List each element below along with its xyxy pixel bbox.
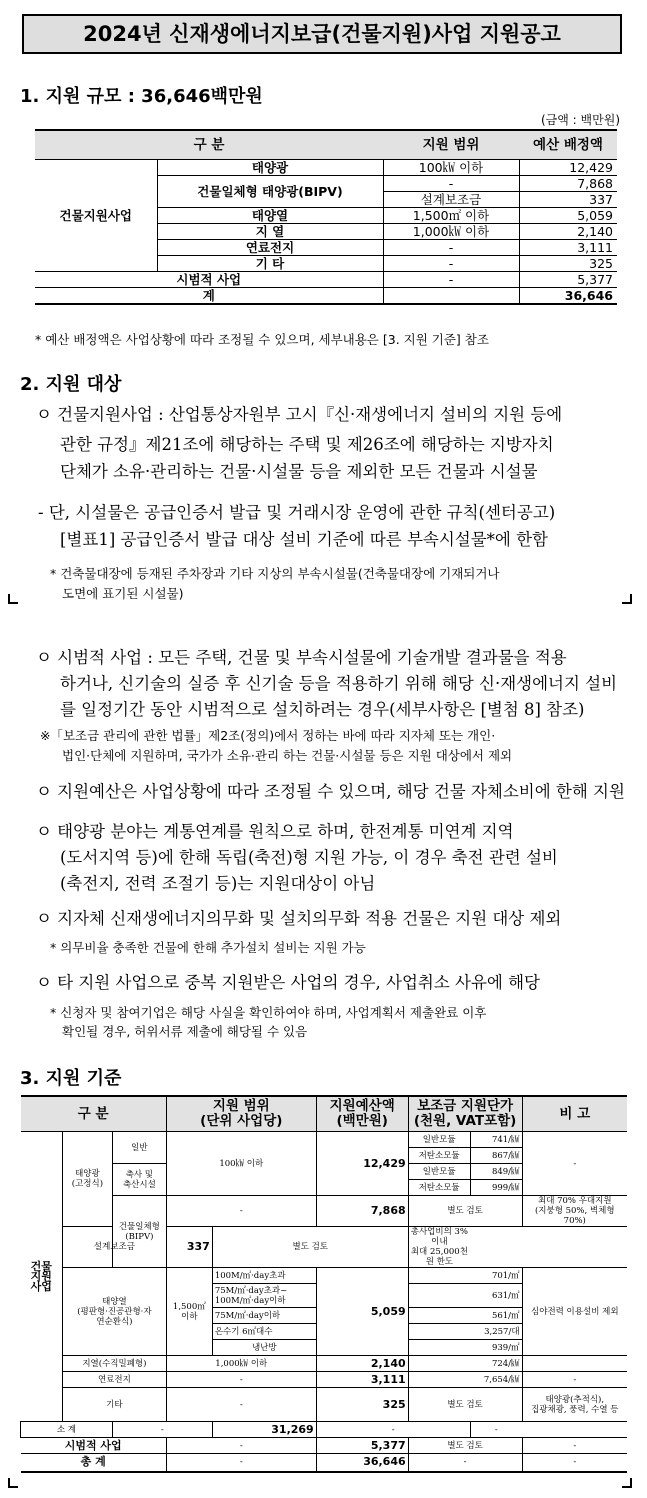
criteria-table [20,1095,627,1473]
range-design: 설계보조금 [383,192,519,208]
crit-bipv-range: - [166,1196,316,1227]
budget-footnote: * 예산 배정액은 사업상황에 따라 조정될 수 있으며, 세부내용은 [3. 지원 기준] 참조 [35,332,489,347]
budget-thermal: 5,059 [519,208,617,224]
corner-mark [8,594,18,604]
crit-design-budget: 337 [166,1227,212,1268]
crit-header-budget: 지원예산액 (백만원) [316,1096,408,1132]
budget-table [35,129,617,305]
crit-pilot-range: - [166,1438,316,1454]
document-title: 2024년 신재생에너지보급(건물지원)사업 지원공고 [22,14,622,54]
crit-design-range: 설계보조금 [62,1227,166,1268]
crit-fuel-price: 7,654/㎾ [408,1372,522,1388]
crit-thermal-sub: 75M/㎡·day이하 [212,1308,316,1324]
para-duplicate: ㅇ 타 지원 사업으로 중복 지원받은 사업의 경우, 사업취소 사유에 해당 [36,973,540,992]
crit-thermal-price: 3,257/대 [408,1324,522,1340]
para-solar-grid-3: (축전지, 전력 조절기 등)는 지원대상이 아님 [60,874,376,893]
crit-pilot-note: - [522,1438,627,1454]
crit-total-label: 총 계 [21,1454,167,1472]
crit-subtotal-range: - [112,1422,212,1438]
item-etc: 기 타 [157,256,383,272]
corner-mark [622,1478,632,1488]
para-pilot-3: 를 일정기간 동안 시범적으로 설치하려는 경우(세부사항은 [별첨 8] 참조) [60,700,585,719]
budget-bipv: 7,868 [519,176,617,192]
para-building-2: 관한 규정』제21조에 해당하는 주택 및 제26조에 해당하는 지방자치 [60,435,554,454]
crit-solar-range: 100㎾ 이하 [166,1132,316,1196]
group-building: 건물지원사업 [35,160,157,272]
col-header-range: 지원 범위 [383,130,519,160]
crit-subtotal-price: - [316,1422,470,1438]
corner-mark [8,1478,18,1488]
crit-bipv-label: 건물일체형 (BIPV) [112,1196,166,1268]
crit-etc-note: 태양광(추적식), 집광채광, 풍력, 수열 등 [522,1388,627,1422]
unit-note: (금액 : 백만원) [541,113,620,127]
crit-thermal-label: 태양열 (평판형·진공관형·자 연순환식) [62,1268,166,1356]
note-parking-2: 도면에 표기된 시설물) [62,586,184,601]
crit-subtotal-note: - [470,1422,522,1438]
item-fuel: 연료전지 [157,240,383,256]
item-pilot: 시범적 사업 [35,272,383,288]
range-pilot: - [383,272,519,288]
crit-solar-price-val: 999/㎾ [470,1180,522,1196]
crit-design-note: 총사업비의 3% 이내 최대 25,000천원 한도 [408,1227,470,1268]
item-total: 계 [35,288,383,305]
para-budget-adjust: ㅇ 지원예산은 사업상황에 따라 조정될 수 있으며, 해당 건물 자체소비에 한해 지원 [36,782,625,801]
crit-pilot-label: 시범적 사업 [21,1438,167,1454]
crit-subtotal-budget: 31,269 [212,1422,316,1438]
budget-solar: 12,429 [519,160,617,176]
budget-fuel: 3,111 [519,240,617,256]
crit-thermal-price: 939/㎡ [408,1340,522,1356]
note-duplicate-2: 확인될 경우, 허위서류 제출에 해당될 수 있음 [62,1024,308,1039]
note-subsidy-law-1: ※「보조금 관리에 관한 법률」제2조(정의)에서 정하는 바에 따라 지자체 또는 개인· [40,728,496,743]
para-solar-grid-1: ㅇ 태양광 분야는 계통연계를 원칙으로 하며, 한전계통 미연계 지역 [36,822,514,841]
crit-thermal-budget: 5,059 [316,1268,408,1356]
para-solar-grid-2: (도서지역 등)에 한해 독립(축전)형 지원 가능, 이 경우 축전 관련 설비 [60,848,558,867]
para-building-3: 단체가 소유·관리하는 건물·시설물 등을 제외한 모든 건물과 시설물 [60,462,538,481]
crit-geo-range: 1,000㎾ 이하 [166,1356,316,1372]
crit-geo-label: 지열(수직밀폐형) [62,1356,166,1372]
crit-header-range: 지원 범위 (단위 사업당) [166,1096,316,1132]
crit-fuel-label: 연료전지 [62,1372,166,1388]
crit-solar-price-val: 849/㎾ [470,1164,522,1180]
note-subsidy-law-2: 법인·단체에 지원하며, 국가가 소유·관리 하는 건물·시설물 등은 지원 대상에서 제외 [62,748,513,763]
range-thermal: 1,500㎡ 이하 [383,208,519,224]
crit-header-note: 비 고 [522,1096,627,1132]
item-bipv: 건물일체형 태양광(BIPV) [157,176,383,208]
col-header-category: 구 분 [35,130,383,160]
crit-solar-price-key: 일반모듈 [408,1164,470,1180]
budget-geo: 2,140 [519,224,617,240]
range-bipv: - [383,176,519,192]
crit-fuel-range: - [166,1372,316,1388]
crit-design-price: 별도 검토 [212,1227,408,1268]
crit-header-category: 구 분 [21,1096,167,1132]
crit-solar-price-key: 저탄소모듈 [408,1148,470,1164]
crit-etc-budget: 325 [316,1388,408,1422]
crit-solar-label: 태양광 (고정식) [62,1132,112,1227]
crit-total-range: - [166,1454,316,1472]
crit-thermal-price: 561/㎡ [408,1308,522,1324]
crit-solar-budget: 12,429 [316,1132,408,1196]
item-geo: 지 열 [157,224,383,240]
section1-heading: 1. 지원 규모 : 36,646백만원 [20,86,263,107]
range-etc: - [383,256,519,272]
crit-group-building: 건물 지원 사업 [21,1132,63,1422]
budget-pilot: 5,377 [519,272,617,288]
crit-pilot-budget: 5,377 [316,1438,408,1454]
crit-etc-label: 기타 [62,1388,166,1422]
crit-thermal-range: 1,500㎡ 이하 [166,1268,212,1356]
crit-solar-price-key: 저탄소모듈 [408,1180,470,1196]
crit-thermal-price: 631/㎡ [408,1284,522,1308]
para-building-1: ㅇ 건물지원사업 : 산업통상자원부 고시『신·재생에너지 설비의 지원 등에 [36,405,563,424]
crit-thermal-note: 심야전력 이용설비 제외 [522,1268,627,1356]
note-parking-1: * 건축물대장에 등재된 주차장과 기타 지상의 부속시설물(건축물대장에 기재되거나 [50,566,500,581]
crit-solar-price-val: 867/㎾ [470,1148,522,1164]
item-thermal: 태양열 [157,208,383,224]
para-exception-2: [별표1] 공급인증서 발급 대상 설비 기준에 따른 부속시설물*에 한함 [60,530,548,549]
crit-pilot-price: 별도 검토 [408,1438,522,1454]
crit-thermal-sub: 100M/㎡·day초과 [212,1268,316,1284]
col-header-budget: 예산 배정액 [519,130,617,160]
crit-thermal-sub: 75M/㎡·day초과~ 100M/㎡·day이하 [212,1284,316,1308]
crit-total-price: - [408,1454,522,1472]
crit-geo-budget: 2,140 [316,1356,408,1372]
range-fuel: - [383,240,519,256]
note-duplicate-1: * 신청자 및 참여기업은 해당 사실을 확인하여야 하며, 사업계획서 제출완료 이후 [50,1005,487,1020]
para-pilot-2: 하거나, 신기술의 실증 후 신기술 등을 적용하기 위해 해당 신·재생에너지 설비 [60,674,618,693]
crit-solar-price-key: 일반모듈 [408,1132,470,1148]
para-pilot-1: ㅇ 시범적 사업 : 모든 주택, 건물 및 부속시설물에 기술개발 결과물을 적용 [36,648,567,667]
crit-solar-price-val: 741/㎾ [470,1132,522,1148]
note-mandatory: * 의무비율 충족한 건물에 한해 추가설치 설비는 지원 가능 [50,940,366,955]
crit-solar-general: 일반 [112,1132,166,1164]
budget-design: 337 [519,192,617,208]
crit-etc-price: 별도 검토 [408,1388,522,1422]
para-mandatory: ㅇ 지자체 신재생에너지의무화 및 설치의무화 적용 건물은 지원 대상 제외 [36,909,562,928]
range-geo: 1,000㎾ 이하 [383,224,519,240]
range-total [383,288,519,305]
crit-total-budget: 36,646 [316,1454,408,1472]
crit-solar-livestock: 축사 및 축산시설 [112,1164,166,1196]
range-solar: 100㎾ 이하 [383,160,519,176]
budget-etc: 325 [519,256,617,272]
crit-bipv-note: 최대 70% 우대지원 (지붕형 50%, 벽체형 70%) [522,1196,627,1227]
crit-solar-note: - [522,1132,627,1196]
crit-total-note: - [522,1454,627,1472]
crit-thermal-sub: 냉난방 [212,1340,316,1356]
crit-thermal-sub: 온수기 6㎡대수 [212,1324,316,1340]
crit-fuel-note: - [522,1372,627,1388]
crit-geo-note [522,1356,627,1372]
para-exception-1: - 단, 시설물은 공급인증서 발급 및 거래시장 운영에 관한 규칙(센터공고) [38,503,556,522]
section3-heading: 3. 지원 기준 [20,1068,122,1089]
crit-bipv-price: 별도 검토 [408,1196,522,1227]
item-solar: 태양광 [157,160,383,176]
crit-header-unitprice: 보조금 지원단가 (천원, VAT포함) [408,1096,522,1132]
crit-bipv-budget: 7,868 [316,1196,408,1227]
crit-geo-price: 724/㎾ [408,1356,522,1372]
crit-etc-range: - [166,1388,316,1422]
budget-total: 36,646 [519,288,617,305]
crit-subtotal-label: 소 계 [21,1422,113,1438]
section2-heading: 2. 지원 대상 [20,374,122,395]
corner-mark [622,594,632,604]
crit-fuel-budget: 3,111 [316,1372,408,1388]
crit-thermal-price: 701/㎡ [408,1268,522,1284]
